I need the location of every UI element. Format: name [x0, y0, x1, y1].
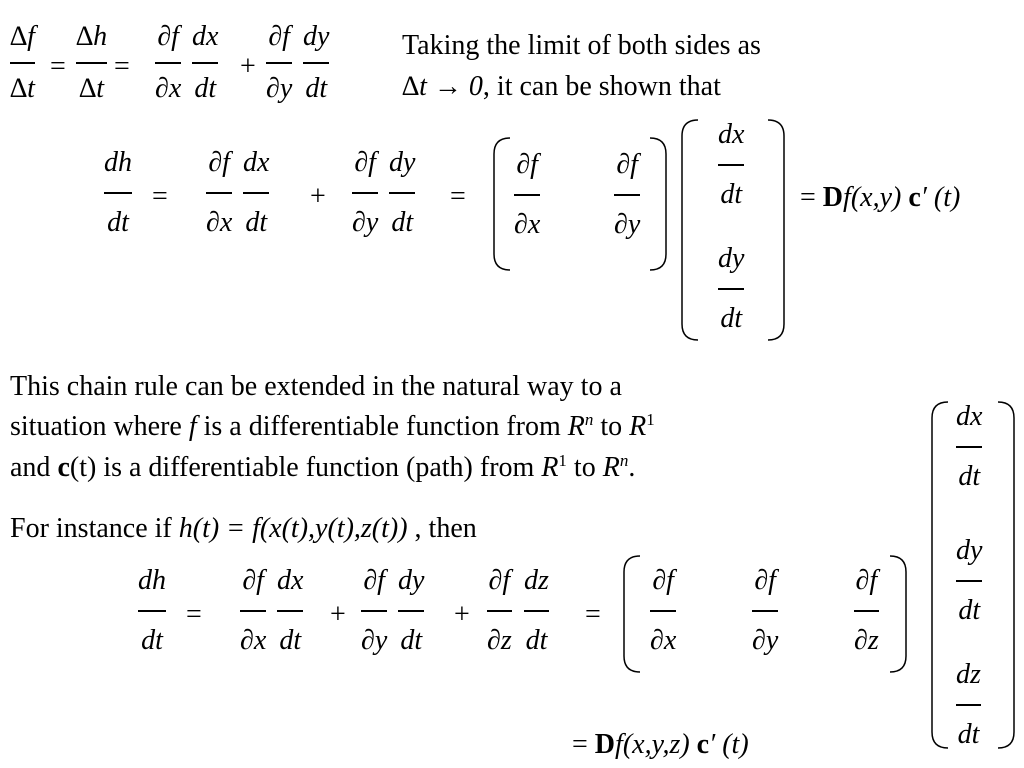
text: situation where — [10, 411, 189, 442]
text: is a differentiable function (path) from — [96, 452, 542, 483]
left-paren-row-vector — [622, 554, 642, 674]
instance-line — [10, 512, 477, 546]
fraction-bar — [155, 62, 181, 64]
fraction-bar — [243, 192, 269, 194]
path-arg: (t) — [722, 729, 749, 760]
text: For instance if — [10, 513, 179, 544]
fraction-partial-f-partial-x — [240, 566, 266, 656]
fraction-dx-dt — [277, 566, 303, 656]
denominator: dt — [525, 624, 548, 656]
numerator: dy — [398, 565, 425, 596]
path-arg: (t) — [69, 452, 97, 483]
fraction-bar — [192, 62, 218, 64]
intro-line-2 — [402, 70, 721, 104]
fraction-bar — [303, 62, 329, 64]
fraction-bar — [956, 704, 981, 706]
space-R: R — [567, 411, 585, 442]
fraction-bar — [398, 610, 424, 612]
text: and — [10, 452, 58, 483]
right-paren-row-vector — [888, 554, 908, 674]
fraction-bar — [266, 62, 292, 64]
fraction-bar — [487, 610, 512, 612]
space-R: R — [602, 452, 620, 483]
denominator: dt — [720, 302, 743, 334]
function-args: (x,y,z) — [622, 729, 690, 760]
denominator: dt — [194, 72, 217, 104]
numerator: ∂f — [652, 565, 674, 596]
path-c: c — [908, 182, 921, 213]
column-entry-dy-dt — [956, 536, 982, 626]
plus-sign: + — [454, 599, 470, 630]
exponent-n: n — [584, 410, 594, 429]
intro-line-2-text: , it can be shown that — [482, 71, 721, 102]
right-paren-column-vector — [996, 400, 1016, 750]
right-paren-column-vector — [766, 118, 786, 342]
numerator: ∆f — [10, 21, 35, 52]
numerator: dx — [277, 565, 304, 596]
column-entry-dx-dt — [718, 120, 744, 210]
space-R: R — [541, 452, 559, 483]
column-entry-dx-dt — [956, 402, 982, 492]
plus-sign: + — [330, 599, 346, 630]
fraction-bar — [752, 610, 778, 612]
fraction-bar — [138, 610, 166, 612]
denominator: ∆t — [10, 72, 35, 104]
numerator: dx — [192, 21, 219, 52]
text: . — [628, 452, 636, 483]
equals-sign: = — [50, 51, 66, 82]
fraction-bar — [718, 164, 744, 166]
fraction-bar — [352, 192, 378, 194]
gradient-entry-y — [614, 150, 640, 240]
fraction-dx-dt — [192, 22, 218, 104]
denominator: ∂z — [487, 624, 512, 656]
numerator: dx — [956, 401, 983, 432]
numerator: ∂f — [754, 565, 776, 596]
intro-line-1: Taking the limit of both sides as — [402, 30, 761, 61]
text: , then — [407, 513, 477, 544]
limit-expression: ∆t → 0 — [402, 71, 483, 102]
fraction-bar — [524, 610, 549, 612]
denominator: ∂y — [614, 208, 641, 240]
fraction-partial-f-partial-y — [266, 22, 292, 104]
fraction-partial-f-partial-y — [352, 148, 378, 238]
plus-sign: + — [310, 181, 326, 212]
fraction-bar — [10, 62, 35, 64]
denominator: ∂x — [514, 208, 541, 240]
fraction-partial-f-partial-x — [155, 22, 181, 104]
fraction-partial-f-partial-x — [206, 148, 232, 238]
fraction-bar — [277, 610, 303, 612]
denominator: ∂y — [266, 72, 293, 104]
denominator: ∂y — [752, 624, 779, 656]
fraction-delta-f-delta-t — [10, 22, 35, 104]
fraction-bar — [206, 192, 232, 194]
denominator: ∂y — [352, 206, 379, 238]
numerator: dz — [524, 565, 549, 596]
numerator: ∆h — [76, 21, 108, 52]
numerator: dy — [956, 535, 983, 566]
fraction-bar — [956, 580, 982, 582]
equals-sign: = — [572, 729, 588, 760]
text: to — [566, 452, 603, 483]
numerator: dy — [303, 21, 330, 52]
numerator: ∂f — [516, 149, 538, 180]
result-3d — [572, 730, 749, 760]
fraction-bar — [76, 62, 107, 64]
denominator: dt — [958, 594, 981, 626]
right-paren-row-vector — [648, 136, 668, 272]
path-c: c — [57, 452, 70, 483]
exponent-n: n — [619, 451, 629, 470]
equals-sign: = — [152, 181, 168, 212]
fraction-delta-h-delta-t — [76, 22, 107, 104]
fraction-dy-dt — [389, 148, 415, 238]
fraction-bar — [718, 288, 744, 290]
exponent-1: 1 — [646, 410, 655, 429]
fraction-bar — [104, 192, 132, 194]
numerator: ∂f — [616, 149, 638, 180]
para-line-2 — [10, 410, 655, 444]
left-paren-column-vector — [930, 400, 950, 750]
derivative-operator: D — [822, 182, 844, 213]
denominator: ∂y — [361, 624, 388, 656]
equals-sign: = — [585, 599, 601, 630]
fraction-dy-dt — [398, 566, 424, 656]
numerator: ∂f — [208, 147, 230, 178]
numerator: dy — [389, 147, 416, 178]
denominator: dt — [958, 460, 981, 492]
left-paren-row-vector — [492, 136, 512, 272]
fraction-bar — [389, 192, 415, 194]
prime-mark: ′ — [920, 182, 927, 213]
text: is a differentiable function from — [196, 411, 568, 442]
numerator: ∂f — [157, 21, 179, 52]
fraction-partial-f-partial-y — [361, 566, 387, 656]
numerator: ∂f — [363, 565, 385, 596]
denominator: dt — [391, 206, 414, 238]
numerator: dz — [956, 659, 981, 690]
gradient-entry-y — [752, 566, 778, 656]
equals-sign: = — [800, 182, 816, 213]
numerator: ∂f — [488, 565, 511, 596]
denominator: ∂x — [650, 624, 677, 656]
numerator: ∂f — [354, 147, 376, 178]
numerator: ∂f — [855, 565, 878, 596]
fraction-bar — [361, 610, 387, 612]
para-line-1: This chain rule can be extended in the natural way to a — [10, 371, 622, 402]
function-args: (x,y) — [850, 182, 902, 213]
fraction-bar — [650, 610, 676, 612]
gradient-entry-x — [650, 566, 676, 656]
fraction-dz-dt — [524, 566, 549, 656]
numerator: dx — [718, 119, 745, 150]
fraction-dh-dt — [138, 566, 166, 656]
function-f: f — [615, 729, 623, 760]
path-c: c — [696, 729, 710, 760]
fraction-dy-dt — [303, 22, 329, 104]
gradient-entry-x — [514, 150, 540, 240]
denominator: dt — [720, 178, 743, 210]
column-entry-dz-dt — [956, 660, 981, 750]
column-entry-dy-dt — [718, 244, 744, 334]
equals-sign: = — [114, 51, 130, 82]
path-arg: (t) — [933, 182, 961, 213]
fraction-bar — [614, 194, 640, 196]
numerator: dx — [243, 147, 270, 178]
fraction-bar — [514, 194, 540, 196]
plus-sign: + — [240, 51, 256, 82]
function-f: f — [843, 182, 851, 213]
numerator: dy — [718, 243, 745, 274]
fraction-dx-dt — [243, 148, 269, 238]
gradient-entry-z — [854, 566, 879, 656]
denominator: dt — [400, 624, 423, 656]
fraction-bar — [240, 610, 266, 612]
numerator: dh — [104, 147, 132, 178]
space-R: R — [629, 411, 647, 442]
denominator: dt — [957, 718, 980, 750]
numerator: ∂f — [268, 21, 290, 52]
denominator: ∂x — [240, 624, 267, 656]
function-f: f — [188, 411, 197, 442]
denominator: dt — [305, 72, 328, 104]
equals-sign: = — [186, 599, 202, 630]
fraction-bar — [854, 610, 879, 612]
left-paren-column-vector — [680, 118, 700, 342]
text: to — [593, 411, 630, 442]
denominator: ∂x — [155, 72, 182, 104]
para-line-3 — [10, 451, 635, 485]
denominator: dt — [141, 624, 163, 656]
denominator: ∂z — [854, 624, 879, 656]
equals-sign: = — [450, 181, 466, 212]
numerator: dh — [138, 565, 166, 596]
denominator: dt — [279, 624, 302, 656]
denominator: dt — [245, 206, 268, 238]
fraction-partial-f-partial-z — [487, 566, 512, 656]
numerator: ∂f — [242, 565, 264, 596]
fraction-dh-dt — [104, 148, 132, 238]
denominator: dt — [107, 206, 129, 238]
derivative-operator: D — [594, 729, 616, 760]
instance-expression: h(t) = f(x(t),y(t),z(t)) — [178, 513, 408, 544]
denominator: ∂x — [206, 206, 233, 238]
fraction-bar — [956, 446, 982, 448]
prime-mark: ′ — [709, 729, 716, 760]
denominator: ∆t — [79, 72, 105, 104]
exponent-1: 1 — [558, 451, 567, 470]
result-2d — [800, 183, 960, 213]
